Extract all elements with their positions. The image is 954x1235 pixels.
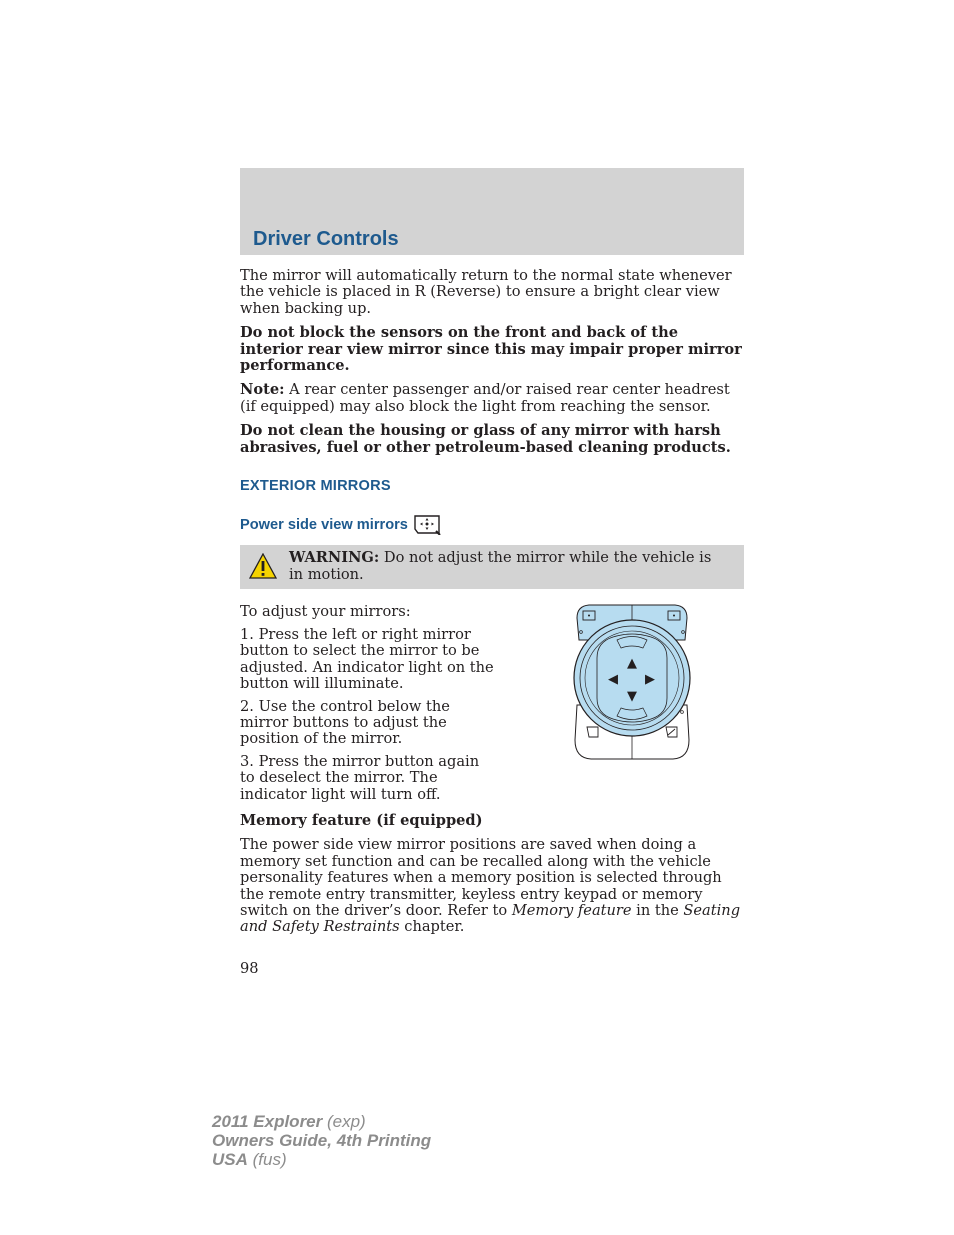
footer — [212, 1112, 431, 1169]
memory-feature-paragraph — [240, 837, 744, 935]
subheading-power-mirrors — [240, 515, 744, 535]
memory-text-part-2: in the — [631, 901, 684, 919]
memory-text-part-3: chapter. — [399, 918, 465, 936]
paragraph-note — [240, 382, 744, 415]
footer-line-3 — [212, 1150, 431, 1169]
footer-line-2: Owners Guide, 4th Printing — [212, 1131, 432, 1150]
step-2: 2. Use the control below the mirror buttons to adjust the position of the mirror. — [240, 697, 450, 748]
step-3: 3. Press the mirror button again to deselect the mirror. The indicator light will turn off. — [240, 752, 480, 803]
warning-box — [240, 545, 744, 589]
steps-column — [240, 604, 495, 808]
page-number: 98 — [240, 960, 259, 977]
arrow-up-icon: ▲ — [627, 656, 637, 672]
adjust-steps-section — [240, 604, 744, 808]
footer-model-code: (exp) — [322, 1112, 366, 1131]
steps-intro: To adjust your mirrors: — [240, 603, 411, 621]
note-label: Note: — [240, 381, 285, 399]
subheading-label: Power side view mirrors — [240, 517, 408, 534]
footer-region-code: (fus) — [247, 1150, 287, 1169]
footer-model: 2011 Explorer — [212, 1112, 323, 1131]
arrow-right-icon: ▶ — [645, 672, 655, 688]
illustration-column — [495, 604, 744, 808]
warning-text: Do not adjust the mirror while the vehicle is in motion. — [289, 549, 712, 583]
memory-feature-reference: Memory feature — [511, 901, 632, 919]
note-text: A rear center passenger and/or raised rear center headrest (if equipped) may also block the light from reaching the sensor. — [240, 381, 730, 415]
paragraph-sensor-caution: Do not block the sensors on the front and back of the interior rear view mirror since this may impair proper mirror performance. — [240, 324, 742, 375]
chapter-title: Driver Controls — [253, 228, 399, 250]
paragraph-auto-return: The mirror will automatically return to the normal state whenever the vehicle is placed in R (Reverse) to ensure a bright clear view when backing up. — [240, 267, 732, 317]
memory-text-part-1: The power side view mirror positions are saved when doing a memory set function and can be recalled along with the vehicle personality features when a memory position is selected through the remote entry transmitter, keyless entry keypad or memory switch on the driver’s door. Refer to — [240, 836, 722, 919]
warning-triangle-icon — [249, 553, 277, 579]
warning-label: WARNING: — [289, 549, 380, 567]
arrow-left-icon: ◀ — [608, 672, 618, 688]
page-content — [240, 268, 744, 944]
memory-feature-heading: Memory feature (if equipped) — [240, 811, 483, 829]
mirror-control-illustration — [567, 600, 697, 764]
paragraph-cleaning-caution: Do not clean the housing or glass of any mirror with harsh abrasives, fuel or other petroleum-based cleaning products. — [240, 422, 731, 456]
step-1: 1. Press the left or right mirror button to select the mirror to be adjusted. An indicator light on the button will illuminate. — [240, 625, 494, 693]
seating-restraints-reference: Seating and Safety Restraints — [240, 901, 741, 936]
footer-line-1 — [212, 1112, 431, 1131]
chapter-header-band — [240, 168, 744, 255]
section-heading-exterior-mirrors: EXTERIOR MIRRORS — [240, 478, 391, 495]
footer-region: USA — [212, 1150, 248, 1169]
arrow-down-icon: ▼ — [627, 689, 637, 705]
power-mirror-icon — [414, 515, 442, 535]
